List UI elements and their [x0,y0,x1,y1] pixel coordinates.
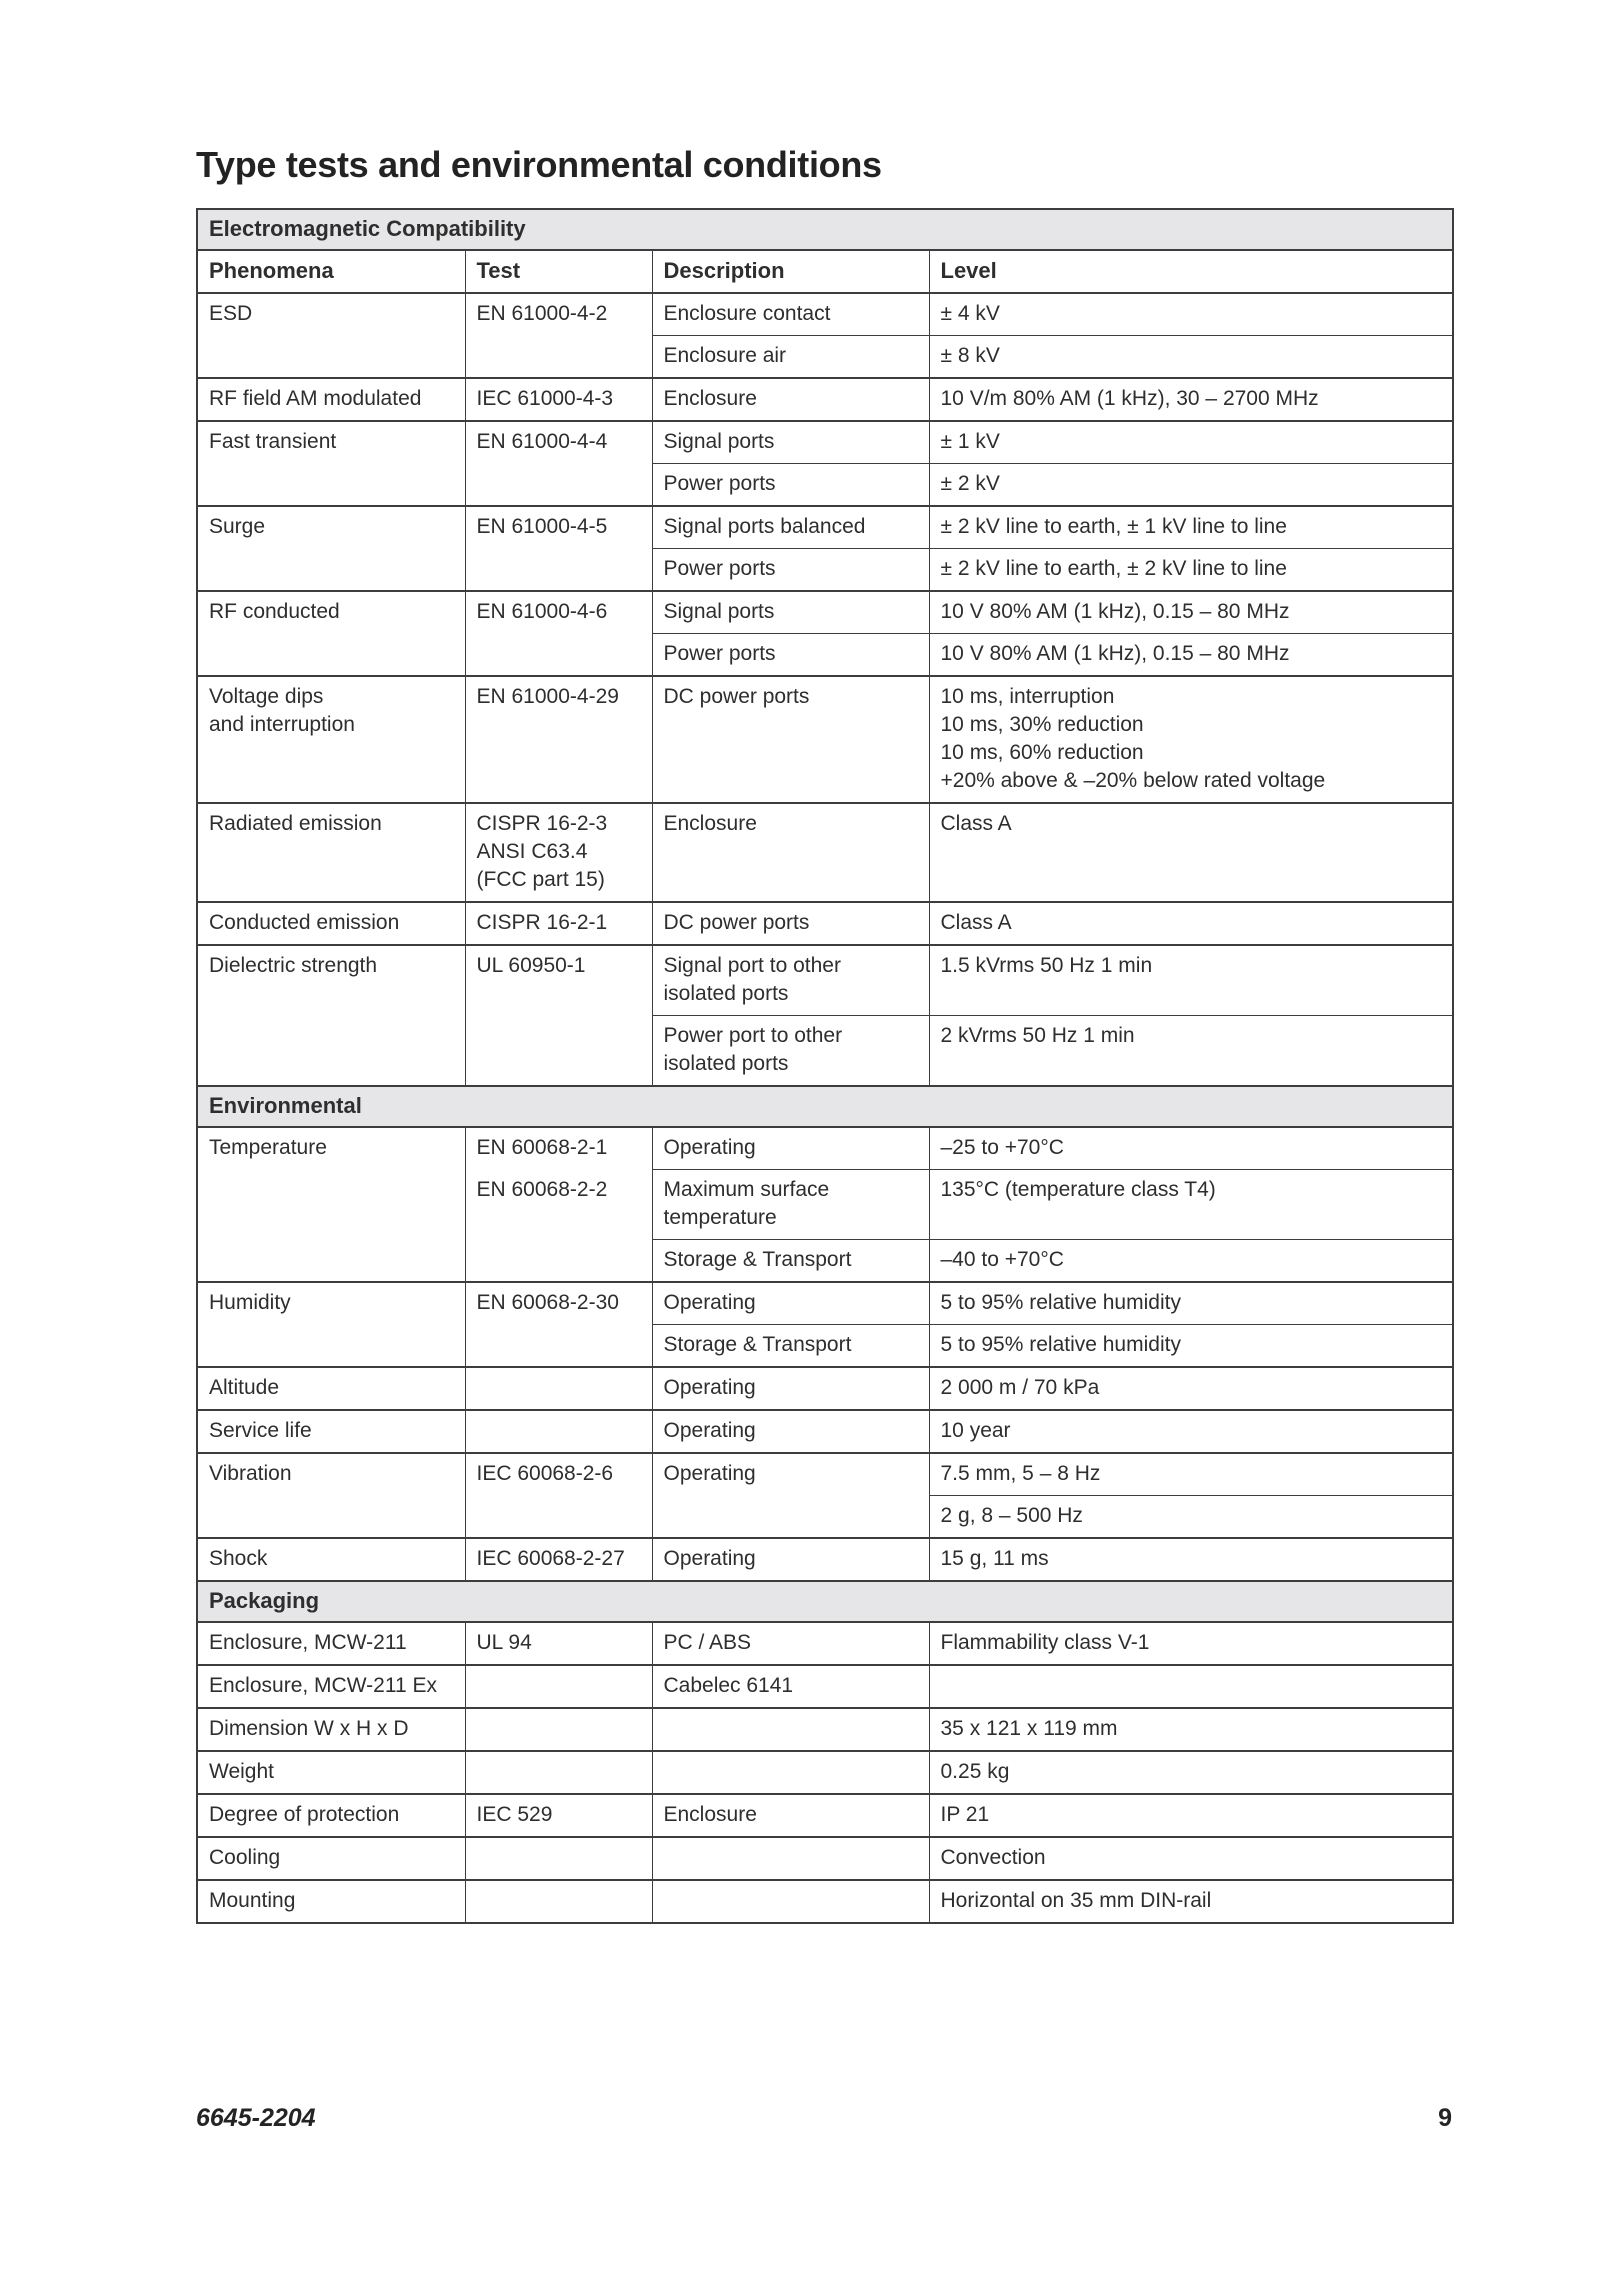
cell-rf-field-test: IEC 61000-4-3 [465,378,652,421]
cell-radiated-test [465,803,652,902]
cell-line: isolated ports [663,982,789,1005]
cell-enclosure-phenomena: Enclosure, MCW-211 [197,1622,465,1665]
cell-enclosure-level: Flammability class V-1 [929,1622,1453,1665]
column-header-description: Description [652,250,929,293]
row-mounting [197,1880,1453,1923]
cell-humidity-level-2: 5 to 95% relative humidity [929,1325,1453,1368]
cell-radiated-phenomena: Radiated emission [197,803,465,902]
cell-fast-transient-test: EN 61000-4-4 [465,421,652,506]
column-header-row [197,250,1453,293]
column-header-test: Test [465,250,652,293]
cell-rf-conducted-level-1: 10 V 80% AM (1 kHz), 0.15 – 80 MHz [929,591,1453,634]
row-rf-conducted-1 [197,591,1453,634]
cell-rf-conducted-desc-1: Signal ports [652,591,929,634]
cell-line: isolated ports [663,1052,789,1075]
section-header-emc-label: Electromagnetic Compatibility [197,209,1453,250]
row-rf-field [197,378,1453,421]
cell-surge-phenomena: Surge [197,506,465,591]
cell-protection-phenomena: Degree of protection [197,1794,465,1837]
row-humidity-1 [197,1282,1453,1325]
row-radiated-emission [197,803,1453,902]
cell-surge-level-2: ± 2 kV line to earth, ± 2 kV line to line [929,549,1453,592]
cell-cooling-phenomena: Cooling [197,1837,465,1880]
cell-conducted-level: Class A [929,902,1453,945]
cell-cooling-desc-empty [652,1837,929,1880]
cell-altitude-desc: Operating [652,1367,929,1410]
cell-esd-desc-1: Enclosure contact [652,293,929,336]
section-header-packaging [197,1581,1453,1622]
cell-conducted-test: CISPR 16-2-1 [465,902,652,945]
cell-line: 10 ms, interruption [940,685,1115,708]
cell-service-life-test-empty [465,1410,652,1453]
cell-line: Maximum surface [663,1178,830,1201]
cell-protection-desc: Enclosure [652,1794,929,1837]
cell-cooling-level: Convection [929,1837,1453,1880]
cell-surge-desc-2: Power ports [652,549,929,592]
cell-esd-level-1: ± 4 kV [929,293,1453,336]
row-enclosure-mcw211 [197,1622,1453,1665]
cell-fast-transient-level-1: ± 1 kV [929,421,1453,464]
cell-rf-conducted-desc-2: Power ports [652,634,929,677]
cell-mounting-desc-empty [652,1880,929,1923]
page-footer [196,2104,1452,2133]
cell-rf-field-phenomena: RF field AM modulated [197,378,465,421]
footer-page-number: 9 [1438,2104,1452,2132]
cell-service-life-desc: Operating [652,1410,929,1453]
row-shock [197,1538,1453,1581]
cell-line: CISPR 16-2-3 [476,812,608,835]
cell-line: 10 ms, 30% reduction [940,713,1144,736]
cell-surge-level-1: ± 2 kV line to earth, ± 1 kV line to line [929,506,1453,549]
cell-vibration-level-1: 7.5 mm, 5 – 8 Hz [929,1453,1453,1496]
cell-humidity-phenomena: Humidity [197,1282,465,1367]
cell-vibration-level-2: 2 g, 8 – 500 Hz [929,1496,1453,1539]
cell-weight-test-empty [465,1751,652,1794]
cell-line: EN 60068-2-2 [476,1178,608,1201]
cell-esd-phenomena: ESD [197,293,465,378]
cell-mounting-level: Horizontal on 35 mm DIN-rail [929,1880,1453,1923]
cell-mounting-phenomena: Mounting [197,1880,465,1923]
cell-voltage-dips-test: EN 61000-4-29 [465,676,652,803]
cell-line: EN 60068-2-1 [476,1136,608,1159]
cell-line: (FCC part 15) [476,868,605,891]
cell-esd-test: EN 61000-4-2 [465,293,652,378]
row-enclosure-mcw211-ex [197,1665,1453,1708]
cell-altitude-test-empty [465,1367,652,1410]
cell-weight-level: 0.25 kg [929,1751,1453,1794]
cell-enclosure-ex-test-empty [465,1665,652,1708]
cell-protection-test: IEC 529 [465,1794,652,1837]
row-degree-of-protection [197,1794,1453,1837]
cell-line: temperature [663,1206,777,1229]
cell-surge-desc-1: Signal ports balanced [652,506,929,549]
row-temperature-1 [197,1127,1453,1170]
cell-rf-conducted-phenomena: RF conducted [197,591,465,676]
row-conducted-emission [197,902,1453,945]
cell-temperature-level-3: –40 to +70°C [929,1240,1453,1283]
cell-enclosure-ex-desc: Cabelec 6141 [652,1665,929,1708]
section-header-packaging-label: Packaging [197,1581,1453,1622]
cell-line: Voltage dips [209,685,324,708]
row-service-life [197,1410,1453,1453]
cell-esd-desc-2: Enclosure air [652,336,929,379]
cell-conducted-phenomena: Conducted emission [197,902,465,945]
cell-dimension-phenomena: Dimension W x H x D [197,1708,465,1751]
cell-fast-transient-desc-1: Signal ports [652,421,929,464]
row-vibration-1 [197,1453,1453,1496]
cell-humidity-desc-2: Storage & Transport [652,1325,929,1368]
cell-temperature-level-2: 135°C (temperature class T4) [929,1170,1453,1240]
cell-line: 10 ms, 60% reduction [940,741,1144,764]
cell-weight-desc-empty [652,1751,929,1794]
cell-surge-test: EN 61000-4-5 [465,506,652,591]
cell-shock-test: IEC 60068-2-27 [465,1538,652,1581]
cell-radiated-desc: Enclosure [652,803,929,902]
cell-temperature-test [465,1127,652,1282]
cell-dielectric-level-2: 2 kVrms 50 Hz 1 min [929,1016,1453,1087]
cell-temperature-phenomena: Temperature [197,1127,465,1282]
cell-voltage-dips-desc: DC power ports [652,676,929,803]
row-surge-1 [197,506,1453,549]
footer-doc-number: 6645-2204 [196,2104,316,2132]
section-header-emc [197,209,1453,250]
cell-vibration-test: IEC 60068-2-6 [465,1453,652,1538]
cell-dielectric-desc-1 [652,945,929,1016]
cell-shock-desc: Operating [652,1538,929,1581]
cell-dielectric-desc-2 [652,1016,929,1087]
cell-line: Signal port to other [663,954,841,977]
cell-humidity-desc-1: Operating [652,1282,929,1325]
cell-humidity-test: EN 60068-2-30 [465,1282,652,1367]
cell-dimension-test-empty [465,1708,652,1751]
cell-shock-level: 15 g, 11 ms [929,1538,1453,1581]
row-voltage-dips [197,676,1453,803]
cell-enclosure-ex-level-empty [929,1665,1453,1708]
column-header-level: Level [929,250,1453,293]
row-altitude [197,1367,1453,1410]
cell-altitude-level: 2 000 m / 70 kPa [929,1367,1453,1410]
cell-line: ANSI C63.4 [476,840,588,863]
page-title: Type tests and environmental conditions [196,144,882,185]
cell-fast-transient-phenomena: Fast transient [197,421,465,506]
cell-dielectric-test: UL 60950-1 [465,945,652,1086]
cell-esd-level-2: ± 8 kV [929,336,1453,379]
cell-line: and interruption [209,713,355,736]
cell-rf-conducted-level-2: 10 V 80% AM (1 kHz), 0.15 – 80 MHz [929,634,1453,677]
cell-cooling-test-empty [465,1837,652,1880]
row-dimension [197,1708,1453,1751]
cell-altitude-phenomena: Altitude [197,1367,465,1410]
cell-enclosure-desc: PC / ABS [652,1622,929,1665]
cell-protection-level: IP 21 [929,1794,1453,1837]
cell-humidity-level-1: 5 to 95% relative humidity [929,1282,1453,1325]
cell-fast-transient-level-2: ± 2 kV [929,464,1453,507]
cell-dielectric-phenomena: Dielectric strength [197,945,465,1086]
cell-fast-transient-desc-2: Power ports [652,464,929,507]
cell-temperature-desc-2 [652,1170,929,1240]
section-header-environmental [197,1086,1453,1127]
cell-temperature-level-1: –25 to +70°C [929,1127,1453,1170]
cell-rf-field-level: 10 V/m 80% AM (1 kHz), 30 – 2700 MHz [929,378,1453,421]
cell-rf-field-desc: Enclosure [652,378,929,421]
cell-vibration-desc: Operating [652,1453,929,1538]
row-dielectric-1 [197,945,1453,1016]
cell-conducted-desc: DC power ports [652,902,929,945]
section-header-environmental-label: Environmental [197,1086,1453,1127]
cell-enclosure-ex-phenomena: Enclosure, MCW-211 Ex [197,1665,465,1708]
cell-temperature-desc-1: Operating [652,1127,929,1170]
type-tests-table [196,208,1454,1924]
cell-service-life-phenomena: Service life [197,1410,465,1453]
cell-vibration-phenomena: Vibration [197,1453,465,1538]
cell-shock-phenomena: Shock [197,1538,465,1581]
row-fast-transient-1 [197,421,1453,464]
cell-rf-conducted-test: EN 61000-4-6 [465,591,652,676]
cell-service-life-level: 10 year [929,1410,1453,1453]
cell-radiated-level: Class A [929,803,1453,902]
cell-mounting-test-empty [465,1880,652,1923]
cell-voltage-dips-phenomena [197,676,465,803]
cell-temperature-desc-3: Storage & Transport [652,1240,929,1283]
row-esd-1 [197,293,1453,336]
cell-line: Power port to other [663,1024,843,1047]
row-cooling [197,1837,1453,1880]
row-weight [197,1751,1453,1794]
cell-dimension-level: 35 x 121 x 119 mm [929,1708,1453,1751]
cell-enclosure-test: UL 94 [465,1622,652,1665]
cell-dimension-desc-empty [652,1708,929,1751]
column-header-phenomena: Phenomena [197,250,465,293]
cell-weight-phenomena: Weight [197,1751,465,1794]
cell-voltage-dips-level [929,676,1453,803]
cell-line: +20% above & –20% below rated voltage [940,769,1326,792]
cell-dielectric-level-1: 1.5 kVrms 50 Hz 1 min [929,945,1453,1016]
